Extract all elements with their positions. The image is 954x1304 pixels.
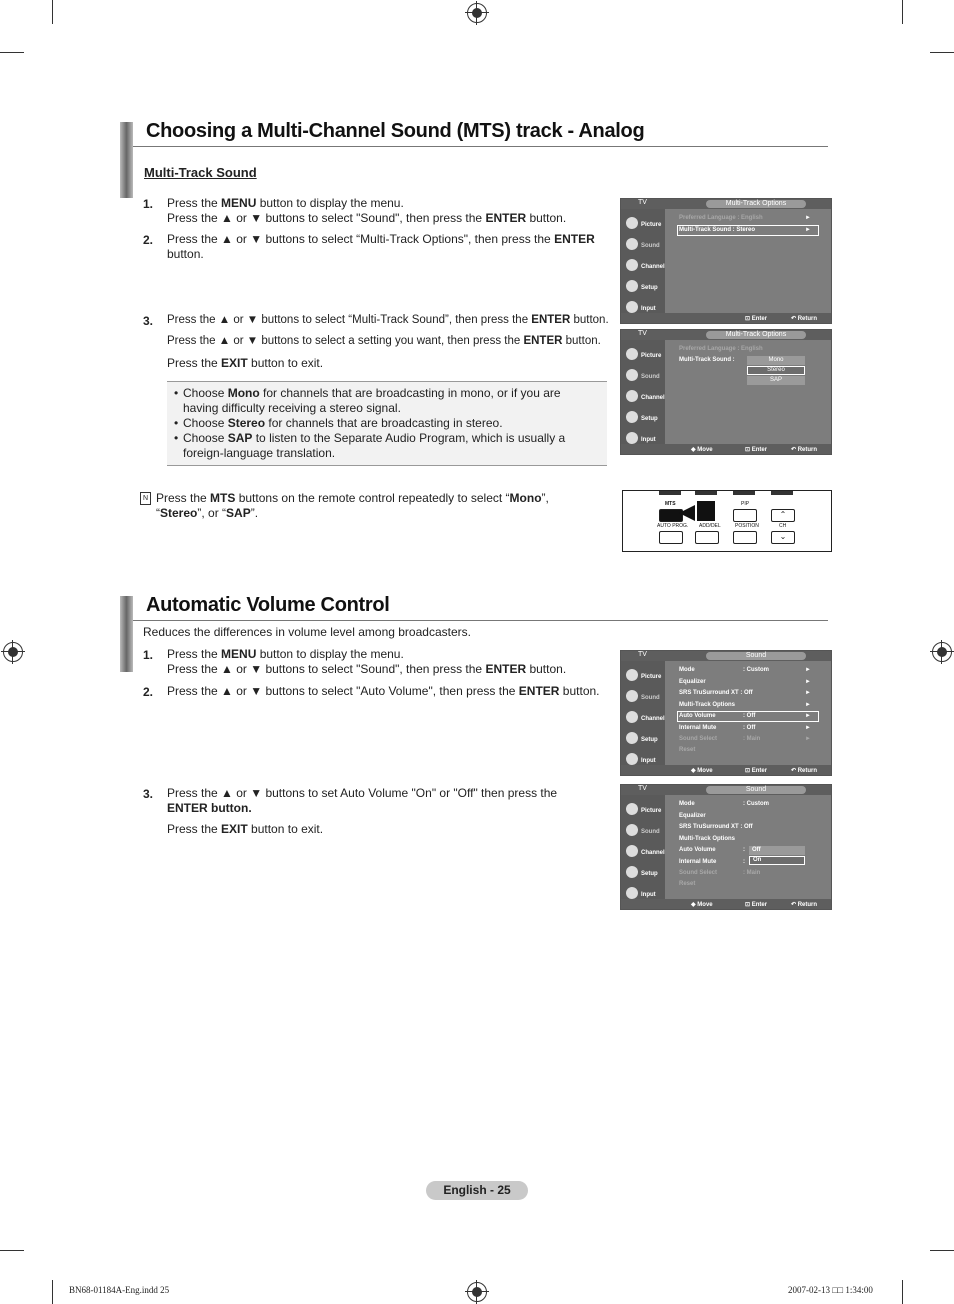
bullet-item: • Choose Mono for channels that are broadcasting in mono, or if you are having difficulty receiving a stereo signal. <box>174 386 561 415</box>
section-title: Automatic Volume Control <box>146 594 390 616</box>
section-rule <box>133 620 828 621</box>
move-hint: ◆ Move <box>691 447 713 453</box>
remote-label: AUTO PROG. <box>657 523 689 529</box>
option: SAP <box>747 376 805 385</box>
crop-mark <box>0 1250 24 1251</box>
menu-row: Reset <box>679 881 696 887</box>
menu-row: Multi-Track Sound : Stereo <box>679 227 756 233</box>
note-icon: N <box>140 492 151 505</box>
step-text: Press the ▲ or ▼ buttons to select "Sound", then press the ENTER button. <box>167 662 567 676</box>
remote-control-image <box>622 490 832 552</box>
menu-item: Picture <box>641 222 662 228</box>
channel-icon <box>626 390 638 402</box>
step-text: ENTER button. <box>167 801 252 815</box>
menu-row: Sound Select <box>679 736 718 742</box>
menu-row: Internal Mute <box>679 859 717 865</box>
menu-row: Mode <box>679 801 695 807</box>
menu-item: Sound <box>641 243 660 249</box>
option-selected: On <box>749 856 805 865</box>
option-popup <box>747 356 805 386</box>
enter-hint: ⊡ Enter <box>745 768 768 774</box>
menu-row: Multi-Track Options <box>679 702 736 708</box>
option: Off <box>749 846 805 855</box>
enter-hint: ⊡ Enter <box>745 902 768 908</box>
menu-item: Input <box>641 758 656 764</box>
registration-mark-icon <box>467 3 487 23</box>
remote-label: PIP <box>741 501 750 507</box>
menu-item: Setup <box>641 737 658 743</box>
menu-item: Sound <box>641 695 660 701</box>
step-number: 1. <box>143 197 154 211</box>
menu-item: Input <box>641 437 656 443</box>
step-text: Press the ▲ or ▼ buttons to select “Multi-Track Sound”, then press the ENTER button. <box>167 314 609 326</box>
menu-row: Preferred Language : English <box>679 346 763 352</box>
ch-down-button: ⌄ <box>771 531 795 544</box>
note-text: Press the MTS buttons on the remote control repeatedly to select “Mono”, “Stereo”, or “SAP”. <box>156 491 549 520</box>
menu-row: Auto Volume <box>679 847 716 853</box>
menu-row: Sound Select <box>679 870 718 876</box>
menu-item: Channel <box>641 850 665 856</box>
step-number: 1. <box>143 648 154 662</box>
menu-title: Multi-Track Options <box>706 331 806 339</box>
menu-item: Channel <box>641 264 665 270</box>
add-del-button <box>695 531 719 544</box>
sound-icon <box>626 690 638 702</box>
enter-hint: ⊡ Enter <box>745 447 768 453</box>
input-icon <box>626 753 638 765</box>
menu-value: : Custom <box>743 667 769 673</box>
option-selected: Stereo <box>747 366 805 375</box>
tv-menu-screenshot <box>620 650 832 776</box>
step-text: Press the ▲ or ▼ buttons to select "Auto Volume", then press the ENTER button. <box>167 684 600 698</box>
page-number: English - 25 <box>426 1181 528 1200</box>
menu-value: : Custom <box>743 801 769 807</box>
arrow-right-icon: ► <box>805 679 811 685</box>
menu-title: Sound <box>706 652 806 660</box>
step-number: 3. <box>143 314 154 328</box>
menu-item: Channel <box>641 395 665 401</box>
file-name: BN68-01184A-Eng.indd 25 <box>69 1285 170 1295</box>
tv-menu-screenshot <box>620 198 832 324</box>
print-date: 2007-02-13 □□ 1:34:00 <box>788 1285 873 1295</box>
return-hint: ↶ Return <box>791 768 818 774</box>
arrow-right-icon: ► <box>805 713 811 719</box>
move-hint: ◆ Move <box>691 902 713 908</box>
menu-item: Sound <box>641 829 660 835</box>
arrow-right-icon: ► <box>805 690 811 696</box>
crop-mark <box>902 1280 903 1304</box>
menu-row: Internal Mute <box>679 725 717 731</box>
menu-value: : Off <box>743 725 756 731</box>
menu-title: Multi-Track Options <box>706 200 806 208</box>
step-text: Press the MENU button to display the menu. <box>167 647 404 661</box>
crop-mark <box>930 52 954 53</box>
registration-mark-icon <box>932 642 952 662</box>
menu-value: : <box>743 859 745 865</box>
menu-row: Preferred Language : English <box>679 215 763 221</box>
picture-icon <box>626 669 638 681</box>
step-text: Press the MENU button to display the menu. <box>167 196 404 210</box>
menu-item: Input <box>641 892 656 898</box>
pip-button <box>733 509 757 522</box>
option: Mono <box>747 356 805 365</box>
menu-item: Picture <box>641 674 662 680</box>
tv-label: TV <box>638 330 647 337</box>
bullet-item: • Choose Stereo for channels that are broadcasting in stereo. <box>174 416 503 430</box>
menu-item: Setup <box>641 416 658 422</box>
pointer-arrow-icon <box>679 505 695 521</box>
arrow-right-icon: ► <box>805 702 811 708</box>
return-hint: ↶ Return <box>791 316 818 322</box>
menu-row: Equalizer <box>679 679 706 685</box>
picture-icon <box>626 803 638 815</box>
bullet-item: • Choose SAP to listen to the Separate Audio Program, which is usually a foreign-language translation. <box>174 431 566 460</box>
menu-item: Picture <box>641 353 662 359</box>
section-bar <box>120 122 133 198</box>
menu-row: Multi-Track Options <box>679 836 736 842</box>
picture-icon <box>626 217 638 229</box>
menu-row: Multi-Track Sound : <box>679 357 735 363</box>
menu-value: : Off <box>743 713 756 719</box>
step-number: 2. <box>143 233 154 247</box>
step-text: Press the ▲ or ▼ buttons to select "Sound", then press the ENTER button. <box>167 211 567 225</box>
menu-value: : <box>743 847 745 853</box>
section-rule <box>133 146 828 147</box>
step-text: Press the EXIT button to exit. <box>167 822 324 836</box>
tv-label: TV <box>638 785 647 792</box>
menu-item: Sound <box>641 374 660 380</box>
setup-icon <box>626 280 638 292</box>
subheading: Multi-Track Sound <box>144 165 257 180</box>
menu-row: SRS TruSurround XT : Off <box>679 824 753 830</box>
input-icon <box>626 301 638 313</box>
arrow-right-icon: ► <box>805 736 811 742</box>
setup-icon <box>626 732 638 744</box>
crop-mark <box>902 0 903 24</box>
tv-label: TV <box>638 651 647 658</box>
tv-label: TV <box>638 199 647 206</box>
section-title: Choosing a Multi-Channel Sound (MTS) track - Analog <box>146 120 645 142</box>
arrow-right-icon: ► <box>805 215 811 221</box>
menu-row: Auto Volume <box>679 713 716 719</box>
channel-icon <box>626 259 638 271</box>
sound-icon <box>626 369 638 381</box>
step-text: button. <box>167 247 204 261</box>
remote-label: POSITION <box>735 523 759 529</box>
crop-mark <box>52 1280 53 1304</box>
move-hint: ◆ Move <box>691 768 713 774</box>
setup-icon <box>626 411 638 423</box>
registration-mark-icon <box>3 642 23 662</box>
crop-mark <box>930 1250 954 1251</box>
enter-hint: ⊡ Enter <box>745 316 768 322</box>
return-hint: ↶ Return <box>791 447 818 453</box>
remote-label: ADD/DEL <box>699 523 721 529</box>
menu-item: Channel <box>641 716 665 722</box>
step-number: 3. <box>143 787 154 801</box>
option-popup <box>749 846 805 865</box>
step-text: Press the ▲ or ▼ buttons to select a setting you want, then press the ENTER button. <box>167 335 601 347</box>
tv-menu-screenshot <box>620 329 832 455</box>
sound-icon <box>626 824 638 836</box>
menu-row: Reset <box>679 747 696 753</box>
auto-prog-button <box>659 531 683 544</box>
channel-icon <box>626 711 638 723</box>
menu-value: : Main <box>743 870 761 876</box>
input-icon <box>626 432 638 444</box>
menu-row: SRS TruSurround XT : Off <box>679 690 753 696</box>
remote-label: CH <box>779 523 787 529</box>
intro-text: Reduces the differences in volume level among broadcasters. <box>143 625 471 639</box>
position-button <box>733 531 757 544</box>
remote-label: MTS <box>665 501 676 507</box>
menu-item: Input <box>641 306 656 312</box>
arrow-right-icon: ► <box>805 725 811 731</box>
return-hint: ↶ Return <box>791 902 818 908</box>
ch-up-button: ⌃ <box>771 509 795 522</box>
channel-icon <box>626 845 638 857</box>
step-text: Press the ▲ or ▼ buttons to set Auto Volume "On" or "Off" then press the <box>167 786 558 800</box>
menu-item: Setup <box>641 871 658 877</box>
arrow-right-icon: ► <box>805 667 811 673</box>
crop-mark <box>0 52 24 53</box>
step-number: 2. <box>143 685 154 699</box>
menu-row: Equalizer <box>679 813 706 819</box>
step-text: Press the EXIT button to exit. <box>167 356 324 370</box>
crop-mark <box>52 0 53 24</box>
picture-icon <box>626 348 638 360</box>
menu-title: Sound <box>706 786 806 794</box>
step-text: Press the ▲ or ▼ buttons to select “Multi-Track Options", then press the ENTER <box>167 232 595 246</box>
registration-mark-icon <box>467 1282 487 1302</box>
setup-icon <box>626 866 638 878</box>
menu-item: Picture <box>641 808 662 814</box>
section-bar <box>120 596 133 672</box>
menu-row: Mode <box>679 667 695 673</box>
sound-icon <box>626 238 638 250</box>
menu-item: Setup <box>641 285 658 291</box>
tv-menu-screenshot <box>620 784 832 910</box>
input-icon <box>626 887 638 899</box>
menu-value: : Main <box>743 736 761 742</box>
arrow-right-icon: ► <box>805 227 811 233</box>
